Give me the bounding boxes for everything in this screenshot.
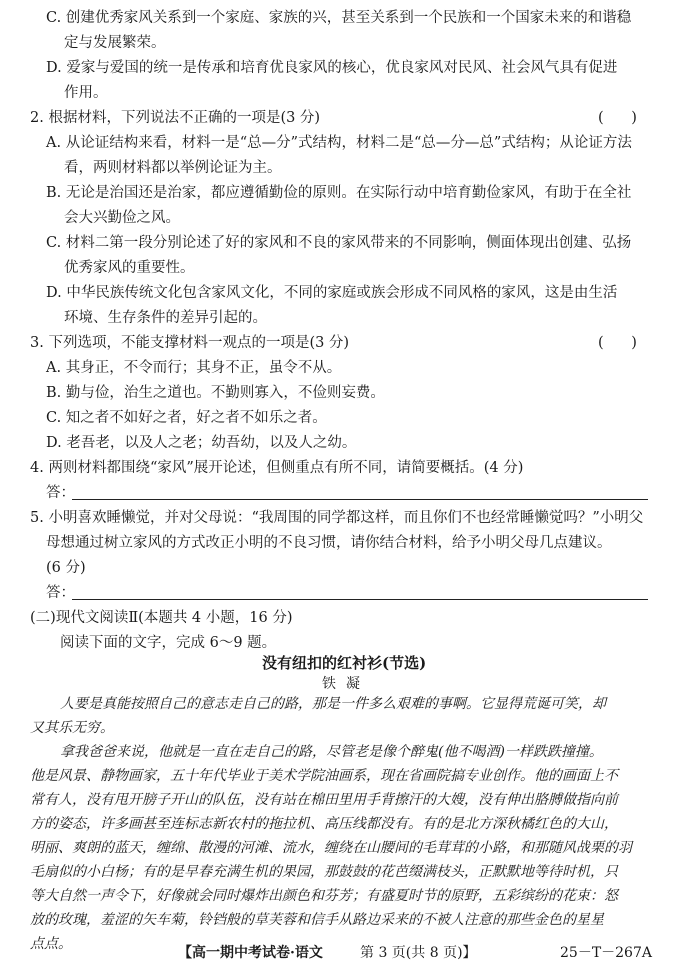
footer-exam-title xyxy=(178,942,323,962)
passage-p2-line1: 拿我爸爸来说，他就是一直在走自己的路，尽管老是像个醉鬼(他不喝酒)一样跌跌撞撞。 xyxy=(60,744,603,760)
q5-stem-line1: 5. 小明喜欢睡懒觉，并对父母说：“我周围的同学都这样，而且你们不也经常睡懒觉吗？”小明父 xyxy=(30,510,644,526)
q2-option-c-line1: C. 材料二第一段分别论述了好的家风和不良的家风带来的不同影响，侧面体现出创建、弘扬 xyxy=(46,235,632,251)
q1-option-d-line2: 作用。 xyxy=(64,85,108,101)
q1-option-c-line1: C. 创建优秀家风关系到一个家庭、家族的兴，甚至关系到一个民族和一个国家未来的和谐稳 xyxy=(46,10,632,26)
passage-p2-line5: 明丽、爽朗的蓝天，缠绵、散漫的河滩、流水，缠绕在山腰间的毛茸茸的小路，和那随风战栗的羽 xyxy=(30,840,632,856)
q4-answer-line[interactable] xyxy=(72,499,648,500)
footer-code: 25－T－267A xyxy=(560,945,652,961)
section2-heading: (二)现代文阅读Ⅱ(本题共 4 小题，16 分) xyxy=(30,610,293,626)
q5-stem-line3: (6 分) xyxy=(46,560,86,576)
q3-option-a: A. 其身正，不令而行；其身不正，虽令不从。 xyxy=(46,360,342,376)
passage-p2-line4: 方的姿态，许多画甚至连标志新农村的拖拉机、高压线都没有。有的是北方深秋橘红色的大山， xyxy=(30,816,618,832)
q3-stem: 3. 下列选项，不能支撑材料一观点的一项是(3 分) xyxy=(30,335,350,351)
q2-option-c-line2: 优秀家风的重要性。 xyxy=(64,260,195,276)
passage-title: 没有纽扣的红衬衫(节选) xyxy=(262,654,427,672)
passage-p2-line2: 他是风景、静物画家，五十年代毕业于美术学院油画系，现在省画院搞专业创作。他的画面上不 xyxy=(30,768,618,784)
q3-option-d: D. 老吾老，以及人之老；幼吾幼，以及人之幼。 xyxy=(46,435,357,451)
q5-answer-line[interactable] xyxy=(72,599,648,600)
q2-answer-paren[interactable]: ( ) xyxy=(598,110,637,126)
passage-p1-line2: 又其乐无穷。 xyxy=(30,720,114,736)
q2-option-d-line1: D. 中华民族传统文化包含家风文化，不同的家庭或族会形成不同风格的家风，这是由生活 xyxy=(46,285,618,301)
q2-option-b-line1: B. 无论是治国还是治家，都应遵循勤俭的原则。在实际行动中培育勤俭家风，有助于在全社 xyxy=(46,185,632,201)
q2-stem: 2. 根据材料，下列说法不正确的一项是(3 分) xyxy=(30,110,321,126)
passage-p1-line1: 人要是真能按照自己的意志走自己的路，那是一件多么艰难的事啊。它显得荒诞可笑，却 xyxy=(60,696,606,712)
q3-option-c: C. 知之者不如好之者，好之者不如乐之者。 xyxy=(46,410,327,426)
section2-instruction: 阅读下面的文字，完成 6～9 题。 xyxy=(60,635,277,651)
passage-p2-line7: 等大自然一声令下，好像就会同时爆炸出颜色和芬芳；有盛夏时节的原野，五彩缤纷的花束：怒 xyxy=(30,888,618,904)
q2-option-a-line2: 看，两则材料都以举例论证为主。 xyxy=(64,160,282,176)
q4-stem: 4. 两则材料都围绕“家风”展开论述，但侧重点有所不同，请简要概括。(4 分) xyxy=(30,460,524,476)
q2-option-a-line1: A. 从论证结构来看，材料一是“总—分”式结构，材料二是“总—分—总”式结构；从论证方法 xyxy=(46,135,632,151)
q1-option-c-line2: 定与发展繁荣。 xyxy=(64,35,166,51)
q2-option-d-line2: 环境、生存条件的差异引起的。 xyxy=(64,310,267,326)
passage-p2-line6: 毛扇似的小白杨；有的是早春充满生机的果园，那鼓鼓的花芭缀满枝头，正默默地等待时机，只 xyxy=(30,864,618,880)
q3-answer-paren[interactable]: ( ) xyxy=(598,335,637,351)
q4-answer-label: 答： xyxy=(46,485,75,501)
passage-p2-line9: 点点。 xyxy=(30,936,72,952)
q3-option-b: B. 勤与俭，治生之道也。不勤则寡入，不俭则妄费。 xyxy=(46,385,385,401)
footer-left: 【高一期中考试卷·语文 xyxy=(178,945,323,961)
q1-option-d-line1: D. 爱家与爱国的统一是传承和培育优良家风的核心，优良家风对民风、社会风气具有促进 xyxy=(46,60,618,76)
passage-author: 铁凝 xyxy=(322,676,370,692)
q2-option-b-line2: 会大兴勤俭之风。 xyxy=(64,210,180,226)
q5-stem-line2: 母想通过树立家风的方式改正小明的不良习惯，请你结合材料，给予小明父母几点建议。 xyxy=(46,535,612,551)
q5-answer-label: 答： xyxy=(46,585,75,601)
passage-p2-line3: 常有人，没有甩开膀子开山的队伍，没有站在棉田里用手背擦汗的大嫂，没有伸出胳膊做指向前 xyxy=(30,792,618,808)
passage-p2-line8: 放的玫瑰，羞涩的矢车菊，铃铛般的草芙蓉和信手从路边采来的不被人注意的那些金色的星星 xyxy=(30,912,604,928)
footer-page-number: 第 3 页(共 8 页)】 xyxy=(360,945,477,961)
